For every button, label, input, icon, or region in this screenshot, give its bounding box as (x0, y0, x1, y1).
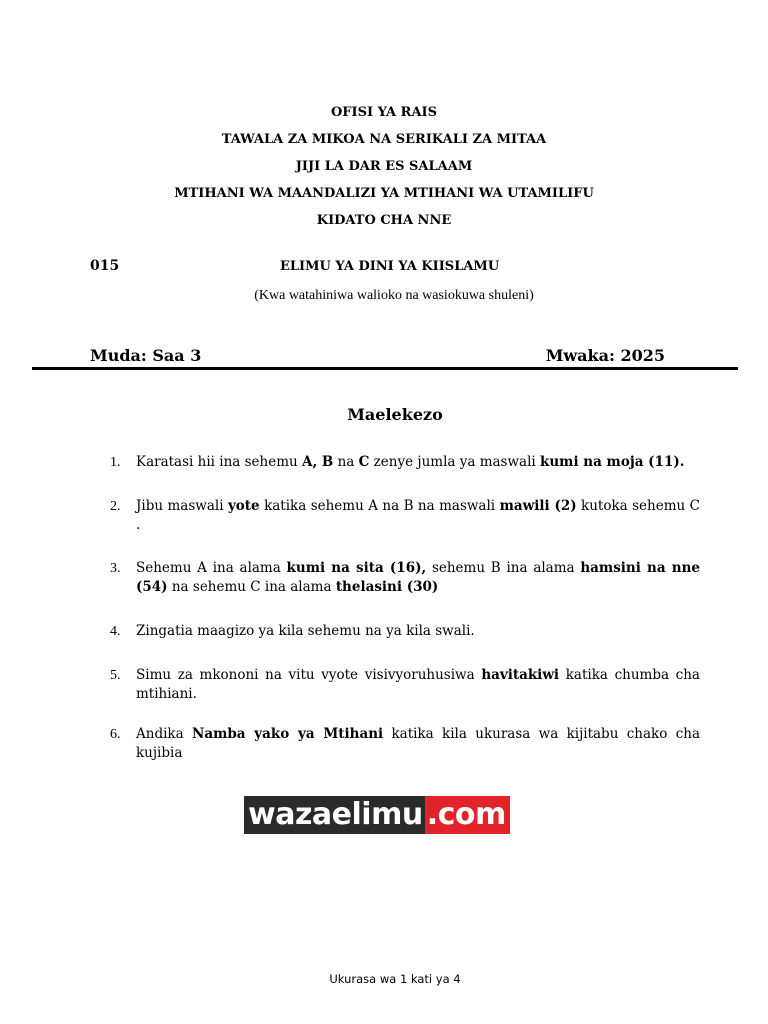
instruction-emphasis: havitakiwi (481, 667, 560, 683)
instructions-title: Maelekezo (347, 405, 443, 424)
instruction-segment: na sehemu C ina alama (167, 579, 336, 595)
instruction-emphasis: hamsini na nne (54) (136, 560, 700, 595)
instruction-text (136, 560, 700, 595)
year: Mwaka: 2025 (545, 346, 665, 365)
instruction-number: 5. (110, 668, 121, 683)
instruction-segment: Simu za mkononi na vitu vyote visivyoruhusiwa (136, 667, 482, 683)
header-line-5: KIDATO CHA NNE (316, 213, 452, 228)
instruction-segment: Andika (136, 726, 192, 742)
instructions-list (110, 453, 700, 763)
instruction-emphasis: Namba yako ya Mtihani (191, 726, 384, 742)
instruction-number: 4. (110, 624, 121, 639)
header-line-2: TAWALA ZA MIKOA NA SERIKALI ZA MITAA (221, 132, 547, 147)
header-line-4: MTIHANI WA MAANDALIZI YA MTIHANI WA UTAMILIFU (174, 186, 594, 201)
instruction-text (136, 726, 700, 761)
instruction-emphasis: thelasini (30) (335, 579, 439, 595)
instruction-segment: katika chumba cha mtihiani. (136, 667, 700, 702)
instruction-item (110, 622, 700, 641)
divider-rule (32, 367, 738, 370)
logo-part-dark: wazaelimu (244, 796, 425, 834)
logo-part-red: .com (425, 796, 510, 834)
instruction-text (136, 454, 684, 470)
instruction-number: 2. (110, 499, 121, 514)
instruction-item (110, 725, 700, 763)
instruction-text (136, 667, 700, 702)
instruction-segment: zenye jumla ya maswali (369, 454, 540, 470)
header-line-3: JIJI LA DAR ES SALAAM (295, 159, 473, 174)
wazaelimu-logo (244, 796, 510, 834)
instruction-number: 3. (110, 561, 121, 576)
instruction-number: 6. (110, 727, 121, 742)
instruction-segment: Zingatia maagizo ya kila sehemu na ya kila swali. (136, 623, 475, 639)
instruction-segment: kutoka sehemu C . (136, 498, 700, 533)
paper-code: 015 (90, 258, 120, 274)
instruction-emphasis: kumi na moja (11). (540, 454, 685, 470)
instruction-segment: Sehemu A ina alama (136, 560, 287, 576)
page-footer: Ukurasa wa 1 kati ya 4 (329, 972, 461, 986)
instruction-segment: Jibu maswali (136, 498, 228, 514)
instruction-item (110, 666, 700, 704)
candidates-note: (Kwa watahiniwa walioko na wasiokuwa shuleni) (254, 288, 534, 303)
instruction-text (136, 498, 700, 533)
instruction-emphasis: yote (227, 498, 260, 514)
subject-title: ELIMU YA DINI YA KIISLAMU (280, 259, 500, 274)
instruction-emphasis: C (358, 454, 370, 470)
duration: Muda: Saa 3 (90, 346, 202, 365)
instruction-item (110, 453, 700, 472)
instruction-emphasis: mawili (2) (499, 498, 577, 514)
instruction-number: 1. (110, 455, 121, 470)
instruction-segment: katika sehemu A na B na maswali (259, 498, 500, 514)
instruction-segment: sehemu B ina alama (426, 560, 581, 576)
instruction-segment: Karatasi hii ina sehemu (136, 454, 303, 470)
instruction-item (110, 497, 700, 535)
instruction-emphasis: kumi na sita (16), (286, 560, 427, 576)
instruction-segment: katika kila ukurasa wa kijitabu chako cha kujibia (136, 726, 700, 761)
instruction-segment: na (333, 454, 359, 470)
instruction-text (136, 623, 475, 639)
header-line-1: OFISI YA RAIS (330, 105, 438, 120)
instruction-item (110, 559, 700, 597)
instruction-emphasis: A, B (302, 454, 334, 470)
